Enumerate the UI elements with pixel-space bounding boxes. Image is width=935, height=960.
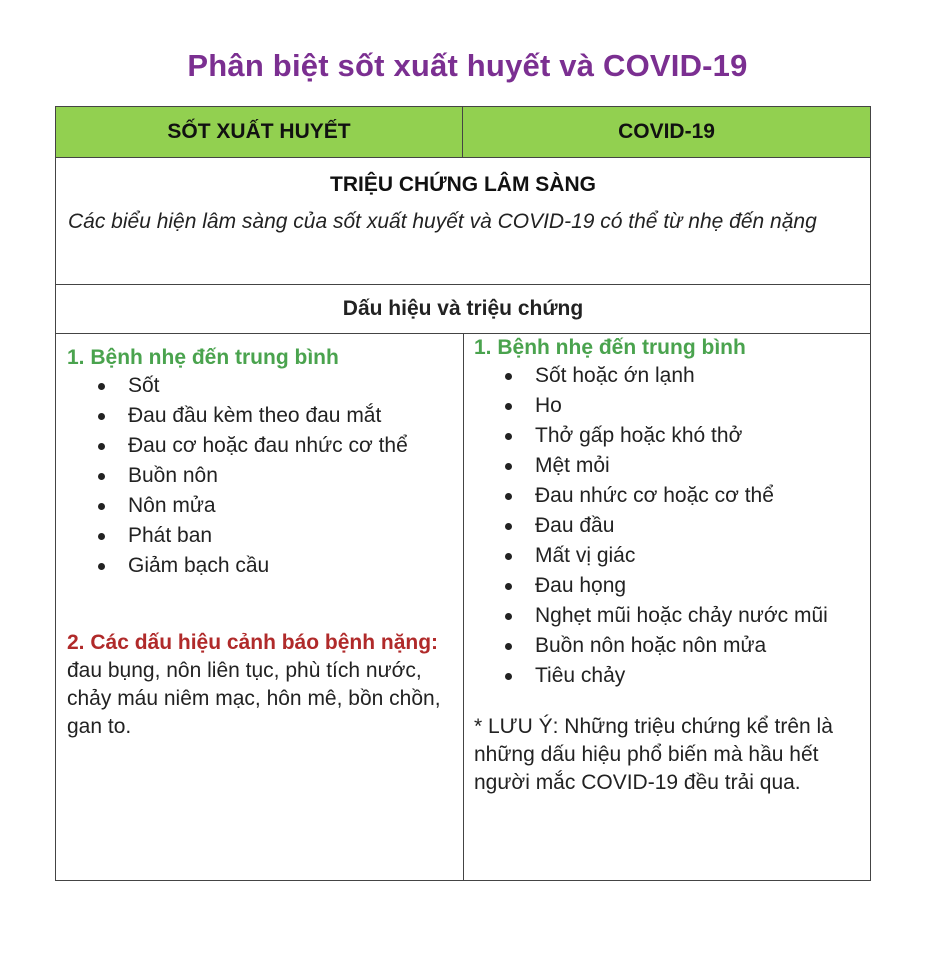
list-item [474,391,864,421]
list-item [474,511,864,541]
list-item-text: Nghẹt mũi hoặc chảy nước mũi [535,604,828,627]
list-item [474,541,864,571]
list-item [474,421,864,451]
bullet-icon [505,373,512,380]
bullet-icon [98,503,105,510]
list-item-text: Đau đầu [535,514,615,537]
bullet-icon [98,413,105,420]
list-item-text: Mất vị giác [535,544,636,567]
list-item-text: Phát ban [128,524,213,547]
bullet-icon [98,383,105,390]
list-item [67,371,457,401]
dengue-warning-heading: 2. Các dấu hiệu cảnh báo bệnh nặng: [67,631,439,654]
bullet-icon [98,563,105,570]
list-item [474,631,864,661]
dengue-symptom-list [67,371,457,581]
list-item-text: Tiêu chảy [535,664,626,687]
list-item [474,451,864,481]
header-dengue: SỐT XUẤT HUYẾT [56,107,463,157]
bullet-icon [98,533,105,540]
list-item-text: Đau đầu kèm theo đau mắt [128,404,382,427]
list-item-text: Ho [535,394,562,417]
signs-heading: Dấu hiệu và triệu chứng [56,285,870,334]
list-item [67,401,457,431]
page-title: Phân biệt sốt xuất huyết và COVID-19 [187,48,748,83]
list-item [67,461,457,491]
dengue-column [67,345,457,741]
comparison-table [55,106,871,881]
column-divider [463,333,464,880]
list-item [474,601,864,631]
header-covid: COVID-19 [618,120,715,143]
list-item-text: Buồn nôn hoặc nôn mửa [535,634,767,657]
list-item-text: Đau họng [535,574,627,597]
list-item-text: Sốt hoặc ớn lạnh [535,364,695,387]
bullet-icon [505,553,512,560]
list-item [474,481,864,511]
bullet-icon [98,443,105,450]
covid-note: * LƯU Ý: Những triệu chứng kể trên là những dấu hiệu phổ biến mà hầu hết người mắc COVID-19 đều trải qua. [474,715,833,794]
list-item-text: Mệt mỏi [535,454,610,477]
list-item-text: Giảm bạch cầu [128,554,270,577]
list-item [474,361,864,391]
list-item-text: Buồn nôn [128,464,218,487]
bullet-icon [505,433,512,440]
bullet-icon [98,473,105,480]
covid-symptom-list [474,361,864,691]
dengue-warning-block [67,629,457,741]
covid-mild-heading: 1. Bệnh nhẹ đến trung bình [474,336,746,359]
list-item [67,521,457,551]
bullet-icon [505,673,512,680]
list-item-text: Đau cơ hoặc đau nhức cơ thể [128,434,408,457]
bullet-icon [505,493,512,500]
covid-column [474,335,864,797]
list-item [474,571,864,601]
bullet-icon [505,403,512,410]
table-header-row [56,107,870,158]
list-item-text: Đau nhức cơ hoặc cơ thể [535,484,774,507]
clinical-section [56,158,870,285]
list-item [474,661,864,691]
list-item-text: Sốt [128,374,160,397]
bullet-icon [505,613,512,620]
bullet-icon [505,463,512,470]
dengue-warning-text: đau bụng, nôn liên tục, phù tích nước, chảy máu niêm mạc, hôn mê, bồn chồn, gan to. [67,659,441,738]
dengue-mild-heading: 1. Bệnh nhẹ đến trung bình [67,346,339,369]
list-item-text: Nôn mửa [128,494,216,517]
list-item [67,551,457,581]
list-item-text: Thở gấp hoặc khó thở [535,424,743,447]
list-item [67,431,457,461]
bullet-icon [505,583,512,590]
clinical-heading: TRIỆU CHỨNG LÂM SÀNG [330,173,596,196]
bullet-icon [505,643,512,650]
clinical-text: Các biểu hiện lâm sàng của sốt xuất huyết và COVID-19 có thể từ nhẹ đến nặng [68,210,817,233]
bullet-icon [505,523,512,530]
list-item [67,491,457,521]
